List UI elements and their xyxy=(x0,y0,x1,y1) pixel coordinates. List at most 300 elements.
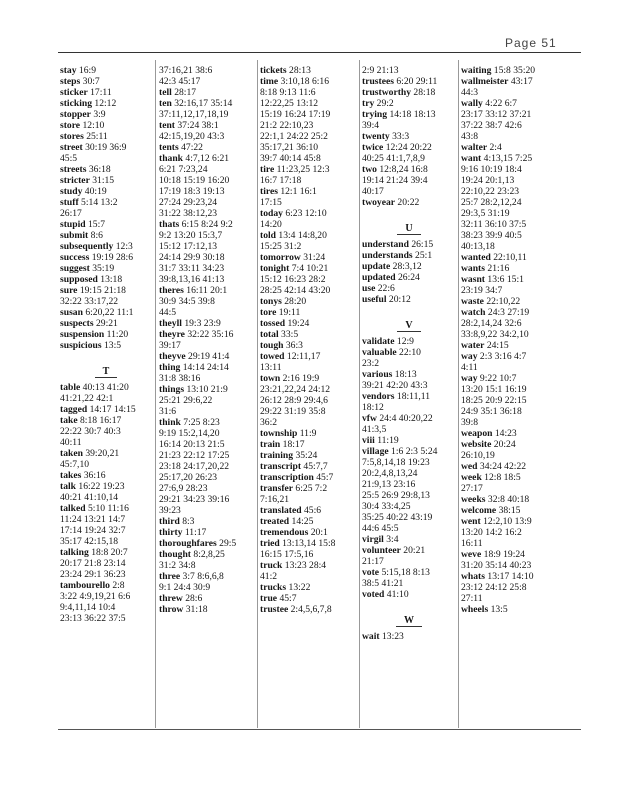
index-entry xyxy=(362,142,456,153)
index-entry xyxy=(60,142,152,153)
page-line-references: 6:15 8:24 9:2 xyxy=(179,219,233,230)
index-entry xyxy=(461,307,579,318)
index-entry xyxy=(260,340,358,351)
page-line-references: 45:7,10 xyxy=(60,459,90,470)
index-entry xyxy=(461,252,579,263)
page-line-references: 42:15,19,20 43:3 xyxy=(159,131,225,142)
index-word: stay xyxy=(60,65,77,76)
index-entry-continuation xyxy=(461,164,579,175)
index-entry-continuation xyxy=(461,406,579,417)
index-word: stopper xyxy=(60,109,91,120)
index-word: tomorrow xyxy=(260,252,301,263)
page-line-references: 9:16 10:19 18:4 xyxy=(461,164,522,175)
page-line-references: 3:22 4:9,19,21 6:6 xyxy=(60,591,131,602)
index-entry xyxy=(461,263,579,274)
page-line-references: 38:5 41:21 xyxy=(362,578,404,589)
index-entry xyxy=(60,382,152,393)
index-word: transcription xyxy=(260,472,314,483)
index-word: training xyxy=(260,450,294,461)
index-entry-continuation xyxy=(60,208,152,219)
page-line-references: 37:22 38:7 42:6 xyxy=(461,120,522,131)
index-entry-continuation xyxy=(159,109,255,120)
index-word: want xyxy=(461,153,482,164)
index-word: went xyxy=(461,516,481,527)
page-line-references: 9:4,11,14 10:4 xyxy=(60,602,116,613)
index-entry-continuation xyxy=(260,285,358,296)
page-line-references: 13:11 xyxy=(260,362,282,373)
index-entry xyxy=(461,461,579,472)
index-word: viii xyxy=(362,435,375,446)
page-line-references: 44:3 xyxy=(461,87,479,98)
page-line-references: 30:7 xyxy=(80,76,100,87)
index-entry xyxy=(260,351,358,362)
page-line-references: 13:5 xyxy=(488,604,508,615)
page-line-references: 41:10 xyxy=(384,589,409,600)
index-word: voted xyxy=(362,589,385,600)
index-word: suggest xyxy=(60,263,90,274)
index-word: way xyxy=(461,351,478,362)
page-line-references: 45:6 xyxy=(301,505,322,516)
page-line-references: 9:2 13:20 15:3,7 xyxy=(159,230,223,241)
index-entry xyxy=(362,261,456,272)
page-line-references: 31:22 38:12,23 xyxy=(159,208,218,219)
page-line-references: 39:8 xyxy=(461,417,479,428)
column-divider xyxy=(155,60,156,728)
index-column-3 xyxy=(260,65,358,727)
index-word: update xyxy=(362,261,391,272)
index-word: talked xyxy=(60,503,86,514)
page-line-references: 14:20 xyxy=(260,219,282,230)
index-entry-continuation xyxy=(60,602,152,613)
index-word: success xyxy=(60,252,90,263)
page-line-references: 12:9 xyxy=(394,336,414,347)
page-line-references: 36:16 xyxy=(81,470,106,481)
letter-heading-text: U xyxy=(397,223,420,235)
index-word: village xyxy=(362,446,389,457)
page-line-references: 24:14 29:9 30:18 xyxy=(159,252,225,263)
index-entry xyxy=(461,340,579,351)
index-entry-continuation xyxy=(60,558,152,569)
page-line-references: 7:25 8:23 xyxy=(180,417,220,428)
index-entry xyxy=(159,516,255,527)
page-line-references: 25:7 28:2,12,24 xyxy=(461,197,522,208)
index-entry xyxy=(260,505,358,516)
spacer xyxy=(362,208,456,219)
index-entry-continuation xyxy=(362,402,456,413)
page-line-references: 29:19 41:4 xyxy=(185,351,230,362)
index-entry-continuation xyxy=(60,525,152,536)
index-word: watch xyxy=(461,307,486,318)
index-entry xyxy=(260,263,358,274)
page-line-references: 6:23 12:10 xyxy=(282,208,327,219)
page-line-references: 12:2,10 13:9 xyxy=(480,516,532,527)
index-entry xyxy=(60,263,152,274)
index-entry-continuation xyxy=(159,65,255,76)
page-line-references: 45:7 xyxy=(277,593,297,604)
page-line-references: 41:2 xyxy=(260,571,278,582)
page-line-references: 31:15 xyxy=(89,175,115,186)
page-line-references: 29:21 34:23 39:16 xyxy=(159,494,230,505)
index-entry-continuation xyxy=(461,483,579,494)
index-entry-continuation xyxy=(461,450,579,461)
index-entry xyxy=(60,318,152,329)
page-line-references: 29:2 xyxy=(374,98,394,109)
page-line-references: 39:23 xyxy=(159,505,181,516)
page-line-references: 14:23 xyxy=(492,428,517,439)
index-word: tell xyxy=(159,87,172,98)
page-line-references: 28:13 xyxy=(286,65,311,76)
index-entry xyxy=(260,307,358,318)
page-line-references: 3:10,18 6:16 xyxy=(278,76,330,87)
index-entry xyxy=(461,373,579,384)
page-line-references: 15:25 31:2 xyxy=(260,241,302,252)
page-line-references: 22:10 xyxy=(396,347,421,358)
index-word: sure xyxy=(60,285,78,296)
index-entry-continuation xyxy=(461,560,579,571)
index-word: total xyxy=(260,329,279,340)
column-divider xyxy=(257,60,258,728)
page-line-references: 38:23 39:9 40:5 xyxy=(461,230,522,241)
index-entry xyxy=(461,296,579,307)
index-entry xyxy=(260,230,358,241)
page-line-references: 25:11 xyxy=(83,131,108,142)
index-entry-continuation xyxy=(260,175,358,186)
page-line-references: 22:10,11 xyxy=(490,252,527,263)
index-entry xyxy=(362,98,456,109)
index-word: third xyxy=(159,516,180,527)
index-entry xyxy=(461,274,579,285)
page-line-references: 45:7 xyxy=(313,472,334,483)
page-line-references: 2:4 xyxy=(487,142,502,153)
page-line-references: 16:11 xyxy=(461,538,483,549)
index-entry xyxy=(260,516,358,527)
page-line-references: 42:3 45:17 xyxy=(159,76,201,87)
page-line-references: 13:13,14 15:8 xyxy=(279,538,336,549)
page-number: Page 51 xyxy=(505,36,557,50)
index-word: wally xyxy=(461,98,483,109)
index-entry-continuation xyxy=(159,373,255,384)
index-word: twoyear xyxy=(362,197,396,208)
index-word: sticker xyxy=(60,87,88,98)
index-entry-continuation xyxy=(159,450,255,461)
index-entry-continuation xyxy=(260,197,358,208)
page-line-references: 12:3 xyxy=(113,241,133,252)
page-line-references: 20:21 xyxy=(400,545,426,556)
page-line-references: 27:17 xyxy=(461,483,483,494)
page-line-references: 3:9 xyxy=(90,109,106,120)
index-entry-continuation xyxy=(461,362,579,373)
page-line-references: 13:20 14:2 16:2 xyxy=(461,527,522,538)
page-line-references: 1:6 2:3 5:24 xyxy=(388,446,438,457)
index-entry xyxy=(159,98,255,109)
index-entry-continuation xyxy=(461,538,579,549)
index-word: throw xyxy=(159,604,184,615)
index-entry xyxy=(260,450,358,461)
index-word: submit xyxy=(60,230,89,241)
index-entry xyxy=(461,439,579,450)
index-entry-continuation xyxy=(159,186,255,197)
page-line-references: 2:8 xyxy=(109,580,125,591)
index-word: threw xyxy=(159,593,183,604)
index-word: tonys xyxy=(260,296,282,307)
page-line-references: 32:22 35:16 xyxy=(184,329,234,340)
index-word: updated xyxy=(362,272,396,283)
page-line-references: 26:24 xyxy=(395,272,420,283)
index-entry-continuation xyxy=(461,329,579,340)
index-column-5 xyxy=(461,65,579,727)
index-entry xyxy=(461,604,579,615)
index-entry xyxy=(260,483,358,494)
page-line-references: 13:10 21:9 xyxy=(184,384,228,395)
index-entry-continuation xyxy=(159,582,255,593)
index-entry xyxy=(362,631,456,642)
page-line-references: 18:8 20:7 xyxy=(88,547,128,558)
page-line-references: 18:13 xyxy=(392,369,417,380)
index-entry-continuation xyxy=(60,492,152,503)
page-line-references: 35:17,21 36:10 xyxy=(260,142,319,153)
page-line-references: 26:17 xyxy=(60,208,82,219)
page-line-references: 33:5 xyxy=(278,329,299,340)
index-word: supposed xyxy=(60,274,98,285)
index-entry-continuation xyxy=(159,175,255,186)
index-entry-continuation xyxy=(260,549,358,560)
index-entry-continuation xyxy=(260,406,358,417)
page-line-references: 17:11 xyxy=(87,87,112,98)
index-entry xyxy=(159,351,255,362)
index-entry xyxy=(159,384,255,395)
page-line-references: 39:17 xyxy=(159,340,181,351)
page-line-references: 32:11 36:10 37:5 xyxy=(461,219,527,230)
page-line-references: 5:15,18 8:13 xyxy=(379,567,430,578)
index-entry xyxy=(60,131,152,142)
index-word: town xyxy=(260,373,281,384)
index-entry-continuation xyxy=(461,186,579,197)
letter-heading-text: W xyxy=(396,615,422,627)
page-line-references: 28:18 xyxy=(411,87,436,98)
index-word: trucks xyxy=(260,582,287,593)
page-line-references: 12:8 18:5 xyxy=(481,472,521,483)
index-entry-continuation xyxy=(461,395,579,406)
index-entry-continuation xyxy=(159,263,255,274)
index-word: township xyxy=(260,428,298,439)
page-line-references: 23:2 xyxy=(362,358,380,369)
page-line-references: 22:10,22 xyxy=(483,296,521,307)
page-line-references: 23:17 33:12 37:21 xyxy=(461,109,532,120)
page-line-references: 28:6 xyxy=(182,593,203,604)
index-entry-continuation xyxy=(260,395,358,406)
column-divider xyxy=(458,60,459,728)
page-line-references: 31:20 35:14 40:23 xyxy=(461,560,532,571)
page-line-references: 41:3,5 xyxy=(362,424,387,435)
index-word: tire xyxy=(260,164,275,175)
index-word: street xyxy=(60,142,83,153)
index-entry xyxy=(461,98,579,109)
page-line-references: 45:7,7 xyxy=(301,461,328,472)
index-word: sticking xyxy=(60,98,92,109)
page-line-references: 36:3 xyxy=(283,340,303,351)
page-line-references: 8:18 9:13 11:6 xyxy=(260,87,316,98)
page-line-references: 29:3,5 31:19 xyxy=(461,208,510,219)
page-line-references: 13:5 xyxy=(101,340,122,351)
index-entry-continuation xyxy=(461,175,579,186)
index-entry xyxy=(260,472,358,483)
page-line-references: 22:10,22 23:23 xyxy=(461,186,520,197)
page-line-references: 20:1 xyxy=(308,527,328,538)
index-entry-continuation xyxy=(60,296,152,307)
index-word: subsequently xyxy=(60,241,114,252)
page-line-references: 14:25 xyxy=(289,516,314,527)
page-line-references: 40:13,18 xyxy=(461,241,495,252)
index-word: treated xyxy=(260,516,290,527)
page-line-references: 13:20 15:1 16:19 xyxy=(461,384,527,395)
index-entry xyxy=(461,516,579,527)
index-entry xyxy=(362,76,456,87)
page-line-references: 4:13,15 7:25 xyxy=(481,153,533,164)
page-line-references: 28:17 xyxy=(171,87,197,98)
index-entry xyxy=(362,369,456,380)
page-line-references: 12:22,25 13:12 xyxy=(260,98,319,109)
index-word: transcript xyxy=(260,461,302,472)
index-entry xyxy=(260,164,358,175)
page-line-references: 32:8 40:18 xyxy=(485,494,530,505)
index-word: things xyxy=(159,384,185,395)
index-entry xyxy=(461,142,579,153)
index-entry xyxy=(362,435,456,446)
index-entry-continuation xyxy=(461,417,579,428)
page-line-references: 15:12 16:23 28:2 xyxy=(260,274,326,285)
index-entry xyxy=(362,413,456,424)
index-entry xyxy=(260,373,358,384)
page-line-references: 13:23 28:4 xyxy=(282,560,327,571)
page-line-references: 16:9 xyxy=(76,65,96,76)
index-entry xyxy=(60,340,152,351)
index-entry-continuation xyxy=(60,437,152,448)
page-line-references: 28:2,14,24 32:6 xyxy=(461,318,522,329)
index-entry xyxy=(461,428,579,439)
index-entry-continuation xyxy=(60,514,152,525)
page-line-references: 23:13 36:22 37:5 xyxy=(60,613,126,624)
index-entry xyxy=(60,87,152,98)
index-word: thank xyxy=(159,153,183,164)
index-entry xyxy=(260,593,358,604)
index-entry-continuation xyxy=(362,457,456,468)
index-word: told xyxy=(260,230,276,241)
index-word: tires xyxy=(260,186,278,197)
index-word: understand xyxy=(362,239,409,250)
spacer xyxy=(60,351,152,362)
page-line-references: 20:12 xyxy=(386,294,411,305)
index-word: towed xyxy=(260,351,285,362)
index-entry xyxy=(159,362,255,373)
page-line-references: 36:18 xyxy=(86,164,111,175)
index-entry-continuation xyxy=(362,523,456,534)
index-entry xyxy=(159,142,255,153)
page-line-references: 35:19 xyxy=(89,263,115,274)
index-entry xyxy=(159,285,255,296)
index-word: theyll xyxy=(159,318,182,329)
page-line-references: 31:2 34:8 xyxy=(159,560,196,571)
index-entry xyxy=(362,567,456,578)
index-entry xyxy=(60,230,152,241)
index-column-4 xyxy=(362,65,456,727)
index-entry-continuation xyxy=(60,459,152,470)
index-entry-continuation xyxy=(461,384,579,395)
page-line-references: 6:25 7:2 xyxy=(293,483,328,494)
page-line-references: 40:25 41:1,7,8,9 xyxy=(362,153,425,164)
index-entry xyxy=(362,239,456,250)
page-line-references: 19:24 20:1,13 xyxy=(461,175,515,186)
index-entry-continuation xyxy=(159,208,255,219)
index-entry-continuation xyxy=(362,479,456,490)
index-word: tossed xyxy=(260,318,286,329)
index-entry xyxy=(362,109,456,120)
index-word: suspension xyxy=(60,329,105,340)
page-line-references: 7:5,8,14,18 19:23 xyxy=(362,457,430,468)
index-word: theyre xyxy=(159,329,185,340)
index-word: waiting xyxy=(461,65,492,76)
page-line-references: 3:4 xyxy=(383,534,399,545)
page-line-references: 25:1 xyxy=(412,250,433,261)
index-entry-continuation xyxy=(260,153,358,164)
page-line-references: 40:13 41:20 xyxy=(80,382,129,393)
index-entry xyxy=(461,494,579,505)
index-entry xyxy=(60,415,152,426)
index-entry-continuation xyxy=(60,613,152,624)
page-line-references: 3:7 8:6,6,8 xyxy=(180,571,224,582)
index-entry xyxy=(159,538,255,549)
page-line-references: 39:8,13,16 41:13 xyxy=(159,274,225,285)
page-line-references: 8:3 xyxy=(179,516,195,527)
index-entry-continuation xyxy=(362,358,456,369)
index-word: talking xyxy=(60,547,89,558)
index-word: suspects xyxy=(60,318,94,329)
index-entry xyxy=(362,347,456,358)
index-entry-continuation xyxy=(362,120,456,131)
index-entry-continuation xyxy=(260,131,358,142)
page-line-references: 11:24 13:21 14:7 xyxy=(60,514,126,525)
index-entry xyxy=(60,285,152,296)
index-entry-continuation xyxy=(362,380,456,391)
index-entry xyxy=(60,241,152,252)
page-line-references: 17:14 19:24 32:7 xyxy=(60,525,126,536)
index-entry xyxy=(260,461,358,472)
page-line-references: 12:24 20:22 xyxy=(383,142,432,153)
index-entry xyxy=(159,318,255,329)
index-entry xyxy=(60,580,152,591)
spacer xyxy=(362,600,456,611)
page-line-references: 12:12 xyxy=(92,98,117,109)
index-entry-continuation xyxy=(362,556,456,567)
page-line-references: 32:16,17 35:14 xyxy=(171,98,233,109)
spacer xyxy=(362,305,456,316)
page-line-references: 13:18 xyxy=(97,274,123,285)
page-line-references: 21:2 22:10,23 xyxy=(260,120,314,131)
index-entry xyxy=(362,250,456,261)
page-line-references: 7:4 10:21 xyxy=(289,263,329,274)
page-line-references: 27:11 xyxy=(461,593,483,604)
index-entry xyxy=(60,470,152,481)
index-word: wed xyxy=(461,461,478,472)
page-line-references: 19:14 21:24 39:4 xyxy=(362,175,428,186)
index-word: twenty xyxy=(362,131,390,142)
page-line-references: 15:19 16:24 17:19 xyxy=(260,109,331,120)
index-entry xyxy=(60,547,152,558)
page-line-references: 16:22 19:23 xyxy=(76,481,125,492)
page-line-references: 25:17,20 26:23 xyxy=(159,472,218,483)
index-word: tremendous xyxy=(260,527,309,538)
page-line-references: 20:17 21:8 23:14 xyxy=(60,558,126,569)
page-line-references: 41:21,22 42:1 xyxy=(60,393,114,404)
